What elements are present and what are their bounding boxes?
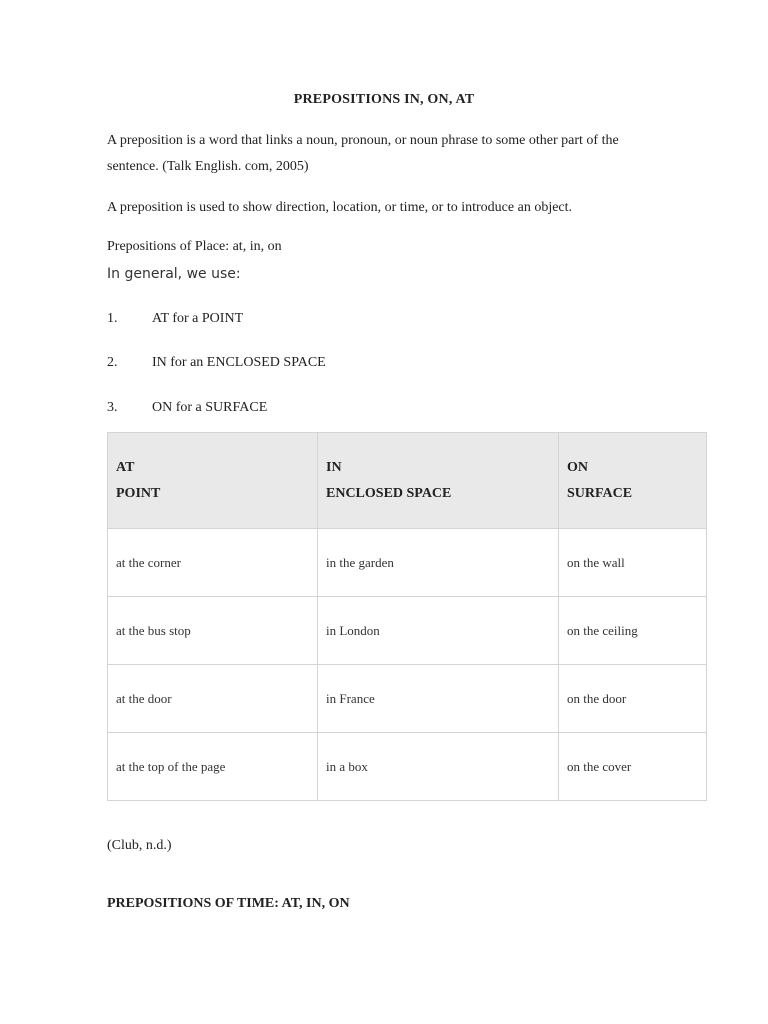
list-item <box>107 353 326 373</box>
list-text: ON for a SURFACE <box>152 400 268 415</box>
list-item <box>107 309 243 329</box>
table-row <box>108 665 707 733</box>
header-line1: AT <box>116 459 135 475</box>
page-title: PREPOSITIONS IN, ON, AT <box>293 92 475 107</box>
table-cell: in France <box>318 665 559 733</box>
table-cell: at the corner <box>108 529 318 597</box>
header-line2: POINT <box>116 485 161 501</box>
header-on <box>559 433 707 529</box>
table-row <box>108 733 707 801</box>
list-item <box>107 398 267 418</box>
section-heading: PREPOSITIONS OF TIME: AT, IN, ON <box>107 896 350 911</box>
table-cell: at the top of the page <box>108 733 318 801</box>
table-cell: on the cover <box>559 733 707 801</box>
citation: (Club, n.d.) <box>107 838 172 853</box>
usage-paragraph: A preposition is used to show direction, location, or time, or to introduce an object. <box>107 200 573 215</box>
table-cell: on the wall <box>559 529 707 597</box>
header-line2: ENCLOSED SPACE <box>326 485 452 501</box>
header-line1: IN <box>326 459 342 475</box>
table-cell: on the ceiling <box>559 597 707 665</box>
list-text: AT for a POINT <box>152 311 244 326</box>
header-line1: ON <box>567 459 588 475</box>
table-cell: at the bus stop <box>108 597 318 665</box>
header-in <box>318 433 559 529</box>
table-row <box>108 529 707 597</box>
table-cell: on the door <box>559 665 707 733</box>
list-number: 3. <box>107 400 118 415</box>
list-number: 2. <box>107 355 118 370</box>
header-at <box>108 433 318 529</box>
prepositions-table <box>107 432 707 801</box>
definition-paragraph: A preposition is a word that links a noun, pronoun, or noun phrase to some other part of the sentence. (Talk English. com, 2005) <box>107 133 619 174</box>
table-cell: at the door <box>108 665 318 733</box>
table-header-row <box>108 433 707 529</box>
table-cell: in the garden <box>318 529 559 597</box>
list-text: IN for an ENCLOSED SPACE <box>152 355 326 370</box>
list-number: 1. <box>107 311 118 326</box>
general-paragraph: In general, we use: <box>107 266 241 282</box>
header-line2: SURFACE <box>567 485 633 501</box>
table-cell: in London <box>318 597 559 665</box>
place-heading: Prepositions of Place: at, in, on <box>107 239 282 254</box>
table-row <box>108 597 707 665</box>
table-cell: in a box <box>318 733 559 801</box>
